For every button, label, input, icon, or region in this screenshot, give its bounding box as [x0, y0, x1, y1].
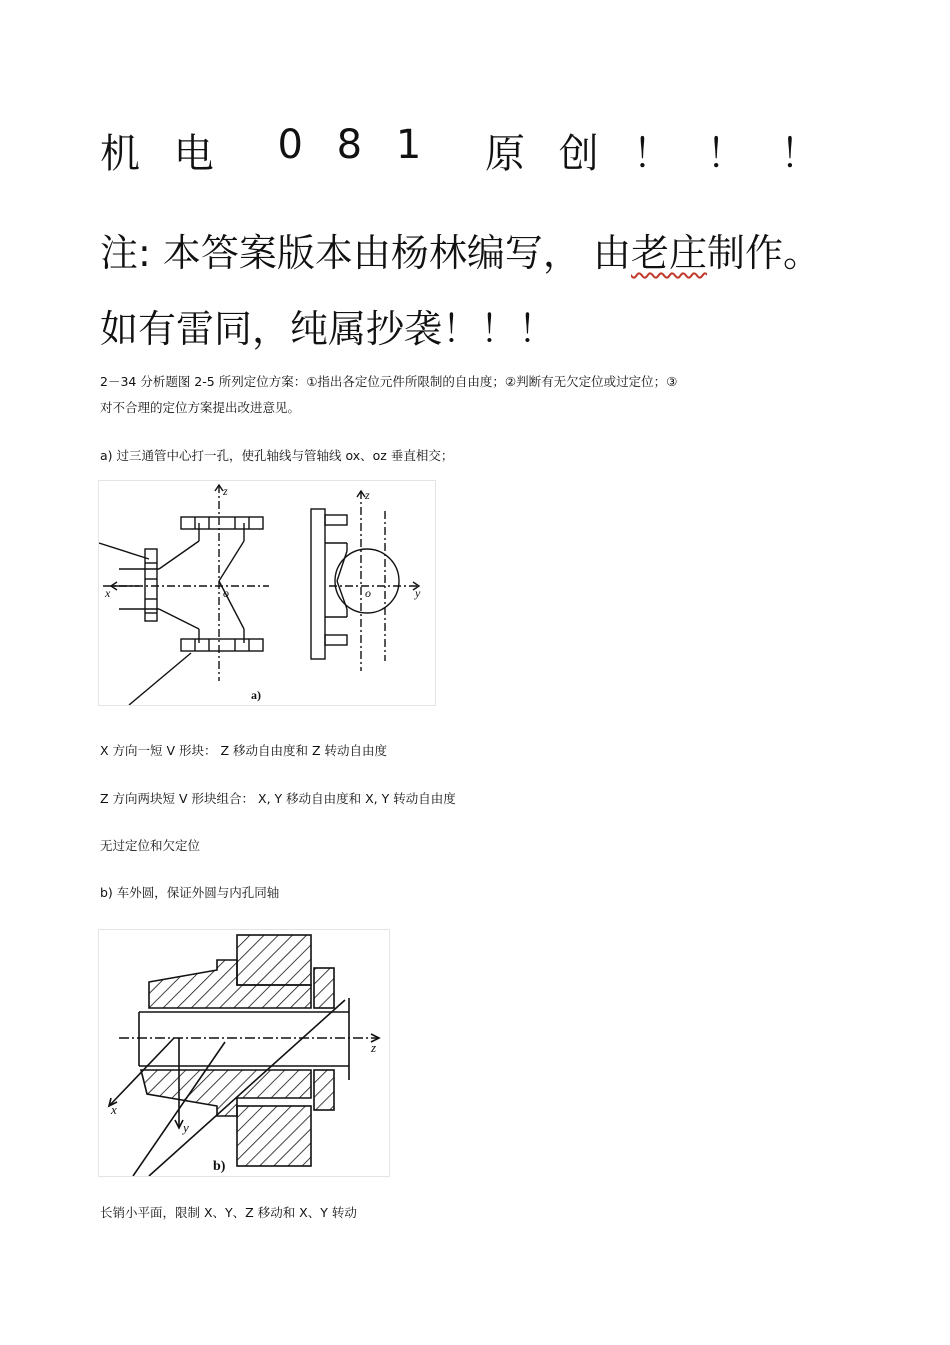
- title-char: 创: [558, 131, 599, 177]
- notice-line-1: [100, 222, 821, 277]
- part-a-answer-2: Z 方向两块短 V 形块组合： X, Y 移动自由度和 X, Y 转动自由度: [100, 791, 456, 806]
- axis-label-x: x: [105, 586, 111, 600]
- title-char: 8: [336, 122, 363, 168]
- figure-a-label: a): [251, 688, 261, 702]
- axis-label-z-right: z: [365, 488, 370, 502]
- axis-label-o-right: o: [365, 586, 371, 600]
- notice-line-2: 如有雷同，纯属抄袭！！！: [100, 307, 557, 351]
- title-char: ！: [779, 131, 820, 177]
- title-char: 机: [100, 131, 140, 177]
- figure-b: [98, 929, 390, 1177]
- question-line-2: 对不合理的定位方案提出改进意见。: [100, 400, 301, 415]
- title-char: ！: [632, 131, 673, 177]
- title-char: 1: [395, 122, 422, 168]
- notice-underlined-name: 老庄: [630, 231, 707, 275]
- axis-label-y: y: [415, 586, 421, 600]
- axis-label-x: x: [111, 1102, 117, 1117]
- axis-label-y: y: [183, 1120, 189, 1135]
- page-title: [100, 122, 820, 179]
- part-a-heading: a) 过三通管中心打一孔，使孔轴线与管轴线 ox、oz 垂直相交；: [100, 448, 454, 463]
- axis-label-o-left: o: [223, 586, 229, 600]
- axis-label-z: z: [371, 1040, 377, 1055]
- title-char: 原: [485, 131, 526, 177]
- figure-a-drawing: [99, 481, 435, 705]
- title-char: 0: [277, 122, 303, 168]
- part-a-answer-1: X 方向一短 V 形块： Z 移动自由度和 Z 转动自由度: [100, 743, 388, 758]
- figure-b-label: b): [213, 1159, 226, 1174]
- title-char: 电: [173, 131, 214, 177]
- title-char: ！: [706, 131, 747, 177]
- question-line-1: 2－34 分析题图 2-5 所列定位方案：①指出各定位元件所限制的自由度；②判断有无欠定位或过定位；③: [100, 374, 678, 389]
- axis-label-z-left: z: [223, 484, 228, 498]
- part-b-answer-1: 长销小平面，限制 X、Y、Z 移动和 X、Y 转动: [100, 1205, 357, 1220]
- figure-b-drawing: [99, 930, 389, 1176]
- notice-text: 注: 本答案版本由杨林编写， 由: [100, 231, 631, 275]
- part-a-answer-3: 无过定位和欠定位: [100, 838, 201, 853]
- figure-a: [98, 480, 436, 706]
- notice-text: 制作。: [706, 231, 821, 275]
- part-b-heading: b) 车外圆，保证外圆与内孔同轴: [100, 885, 280, 900]
